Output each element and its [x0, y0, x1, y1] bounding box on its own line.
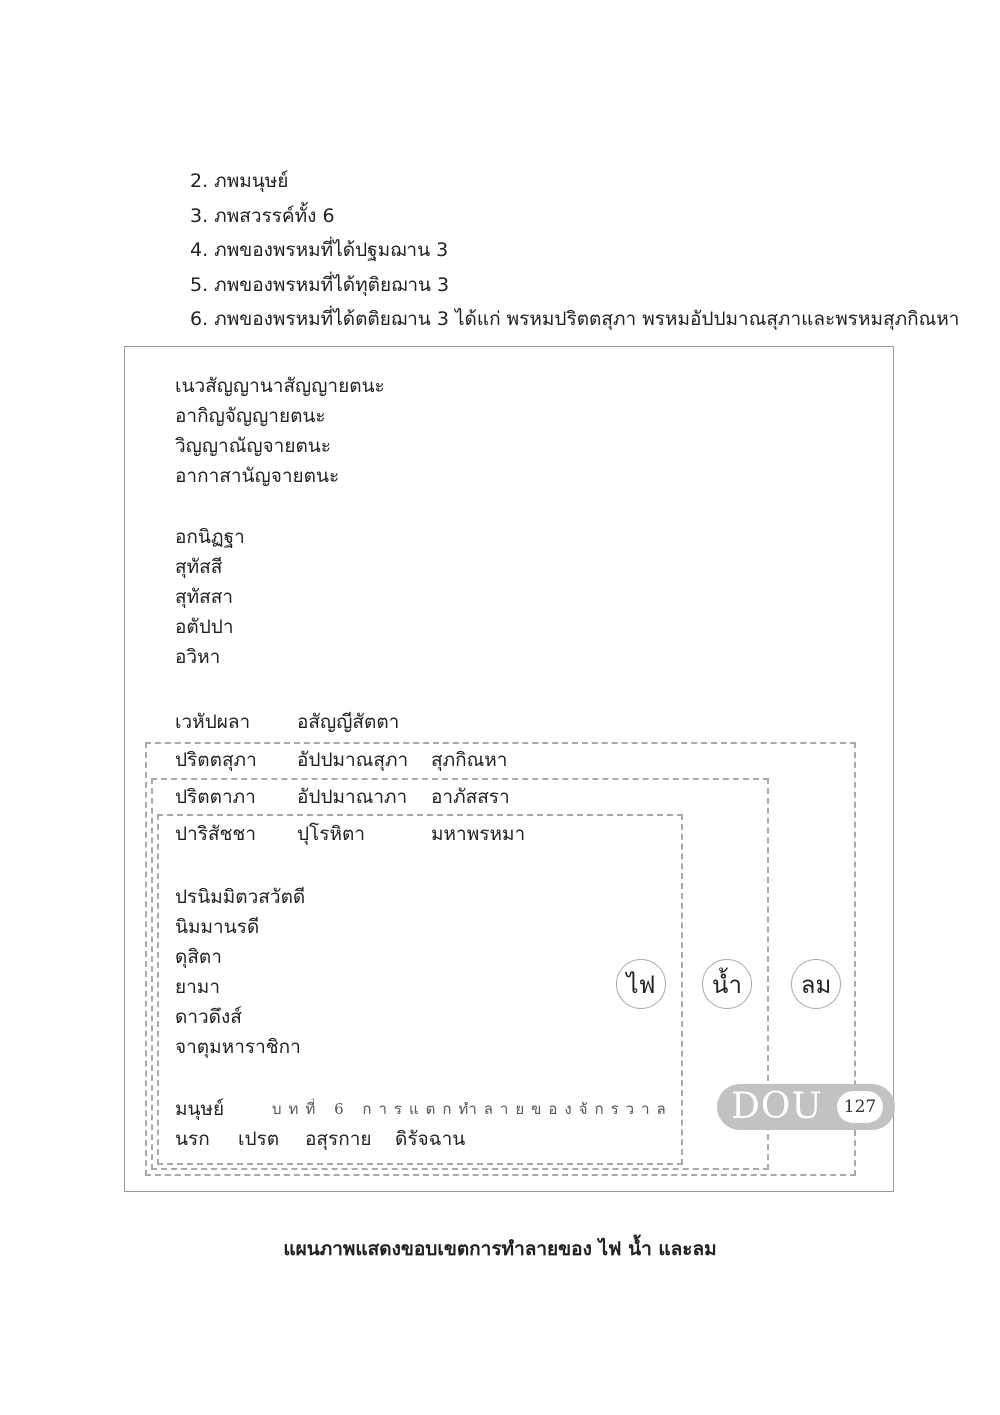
- heaven-realm-3: ดุสิตา: [175, 946, 222, 968]
- jhana4-realm-1: เวหัปผลา: [175, 711, 251, 733]
- suddhavasa-realm-1: อกนิฏฐา: [175, 526, 245, 548]
- list-item: 6. ภพของพรหมที่ได้ตติยฌาน 3 ได้แก่ พรหมปริตตสุภา พรหมอัปปมาณสุภาและพรหมสุภกิณหา: [190, 308, 960, 330]
- diagram-frame: [124, 346, 894, 1192]
- suddhavasa-realm-2: สุทัสสี: [175, 556, 223, 578]
- heaven-realm-1: ปรนิมมิตวสวัตดี: [175, 886, 306, 908]
- human-realm: มนุษย์: [175, 1098, 225, 1120]
- jhana3-realm-1: ปริตตสุภา: [175, 749, 257, 771]
- water-circle: น้ำ: [702, 959, 752, 1009]
- lower-realm-4: ดิรัจฉาน: [395, 1128, 466, 1150]
- diagram-caption: แผนภาพแสดงขอบเขตการทำลายของ ไฟ น้ำ และลม: [283, 1238, 717, 1260]
- arupa-realm-2: อากิญจัญญายตนะ: [175, 405, 326, 427]
- list-item: 5. ภพของพรหมที่ได้ทุติยฌาน 3: [190, 273, 450, 296]
- suddhavasa-realm-4: อตัปปา: [175, 616, 234, 638]
- jhana2-realm-3: อาภัสสรา: [431, 786, 510, 808]
- jhana1-realm-3: มหาพรหมา: [431, 823, 526, 845]
- lower-realm-3: อสุรกาย: [305, 1128, 372, 1150]
- jhana1-realm-1: ปาริสัชชา: [175, 823, 256, 845]
- suddhavasa-realm-5: อวิหา: [175, 646, 221, 668]
- wind-circle: ลม: [791, 959, 841, 1009]
- list-item: 2. ภพมนุษย์: [190, 170, 289, 192]
- lower-realm-2: เปรต: [238, 1128, 280, 1150]
- jhana2-realm-1: ปริตตาภา: [175, 786, 256, 808]
- page-number: 127: [837, 1091, 883, 1123]
- jhana3-realm-2: อัปปมาณสุภา: [297, 749, 409, 771]
- lower-realm-1: นรก: [175, 1128, 210, 1150]
- heaven-realm-4: ยามา: [175, 976, 220, 998]
- page-badge: [717, 1084, 895, 1130]
- arupa-realm-3: วิญญาณัญจายตนะ: [175, 435, 331, 457]
- chapter-title: บทที่ 6 การแตกทำลายของจักรวาล: [272, 1100, 673, 1118]
- jhana1-realm-2: ปุโรหิตา: [297, 823, 366, 845]
- jhana2-realm-2: อัปปมาณาภา: [297, 786, 408, 808]
- heaven-realm-6: จาตุมหาราชิกา: [175, 1036, 301, 1058]
- heaven-realm-5: ดาวดึงส์: [175, 1006, 242, 1028]
- realm-list: [190, 164, 959, 337]
- arupa-realm-1: เนวสัญญานาสัญญายตนะ: [175, 375, 385, 397]
- arupa-realm-4: อากาสานัญจายตนะ: [175, 465, 340, 487]
- jhana4-realm-2: อสัญญีสัตตา: [297, 711, 400, 733]
- dou-logo: DOU: [731, 1086, 823, 1127]
- list-item: 3. ภพสวรรค์ทั้ง 6: [190, 204, 335, 227]
- heaven-realm-2: นิมมานรดี: [175, 916, 260, 938]
- jhana3-realm-3: สุภกิณหา: [431, 749, 508, 771]
- fire-circle: ไฟ: [616, 959, 666, 1009]
- suddhavasa-realm-3: สุทัสสา: [175, 586, 233, 608]
- list-item: 4. ภพของพรหมที่ได้ปฐมฌาน 3: [190, 239, 449, 261]
